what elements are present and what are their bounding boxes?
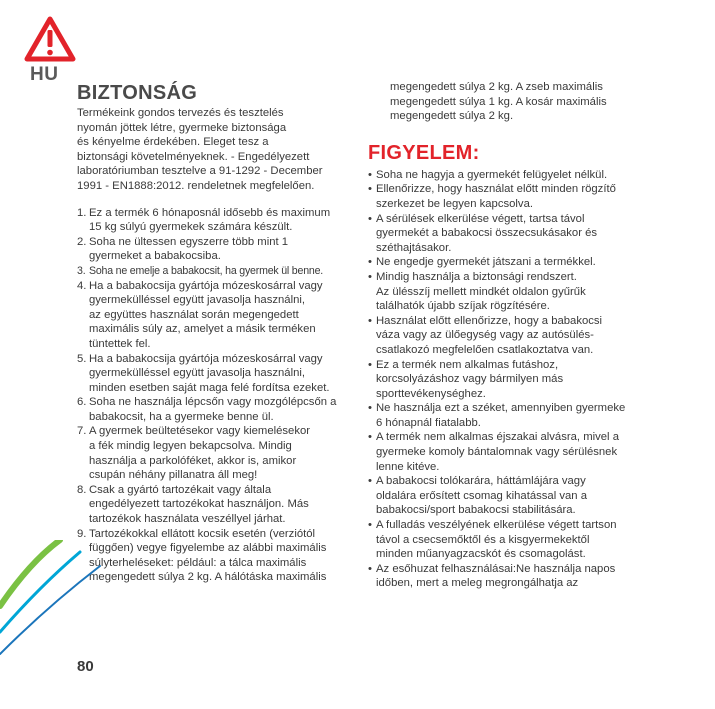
item-number: 5.	[77, 352, 87, 365]
list-item	[77, 279, 347, 352]
list-item	[77, 395, 347, 424]
item-line: minden esetben saját maga felé fordítsa ezeket.	[89, 381, 330, 394]
intro-line: Termékeink gondos tervezés és tesztelés	[77, 107, 284, 119]
item-line: 6 hónapnál fiatalabb.	[376, 416, 481, 429]
item-line: engedélyezett tartozékokat használjon. Más	[89, 498, 309, 511]
item-line: időben, mert a meleg megrongálhatja az	[376, 577, 579, 590]
safety-title: BIZTONSÁG	[77, 82, 198, 104]
bullet: •	[368, 314, 372, 327]
item-line: tartozékok használata veszéllyel járhat.	[89, 513, 286, 526]
list-item	[368, 314, 640, 358]
bullet: •	[368, 256, 372, 269]
item-line: A gyermek beültetésekor vagy kiemelésekor	[89, 425, 311, 438]
item-line: A babakocsi tolókarára, háttámlájára vagy	[376, 475, 586, 488]
bullet: •	[368, 475, 372, 488]
intro-line: biztonsági követelményeknek. - Engedélyezett	[77, 150, 310, 163]
item-line: Ha a babakocsija gyártója mózeskosárral vagy	[89, 279, 323, 292]
item-line: Használat előtt ellenőrizze, hogy a babakocsi	[376, 314, 603, 327]
list-item	[368, 168, 640, 183]
intro-line: 1991 - EN1888:2012. rendeletnek megfelelően.	[77, 179, 315, 192]
bullet: •	[368, 183, 372, 196]
list-item	[77, 352, 347, 396]
warning-title: FIGYELEM:	[368, 141, 480, 164]
item-line: gyermekét a babakocsi összecsukásakor és	[376, 227, 598, 240]
item-line: Ez a termék nem alkalmas futáshoz,	[376, 358, 559, 371]
item-line: minden műanyagzacskót és csomagolást.	[376, 548, 586, 561]
item-line: oldalára erősített csomag kihatással van a	[376, 489, 587, 502]
item-line: az együttes használat során megengedett	[89, 308, 299, 321]
item-line: gyermeket a babakocsiba.	[89, 250, 221, 263]
item-line: lenne kitéve.	[376, 460, 440, 473]
safety-column	[77, 82, 347, 585]
item-line: 15 kg súlyú gyermekek számára készült.	[89, 221, 293, 234]
list-item	[77, 264, 347, 279]
item-number: 7.	[77, 425, 87, 438]
warning-triangle-icon	[24, 16, 76, 62]
warning-column	[368, 80, 640, 591]
bullet: •	[368, 212, 372, 225]
item-number: 4.	[77, 279, 87, 292]
item-line: Mindig használja a biztonsági rendszert.	[376, 270, 577, 283]
list-item	[77, 483, 347, 527]
item-number: 1.	[77, 206, 87, 219]
item-line: gyermekülléssel együtt javasolja használni,	[89, 294, 306, 307]
item-line: babakocsit, ha a gyermeke benne ül.	[89, 410, 274, 423]
item-line: A termék nem alkalmas éjszakai alvásra, mivel a	[376, 431, 619, 444]
item-line: a fék mindig legyen bekapcsolva. Mindig	[89, 440, 292, 453]
item-line: szerkezet be legyen kapcsolva.	[376, 197, 533, 210]
list-item	[368, 401, 640, 430]
item-line: találhatók újabb szíjak rögzítésére.	[376, 300, 550, 313]
bullet: •	[368, 519, 372, 532]
item-line: Az esőhuzat felhasználásai:Ne használja napos	[376, 562, 616, 575]
item-line: babakocsi/sport babakocsi stabilitására.	[376, 504, 576, 517]
item-line: tüntettek fel.	[89, 337, 151, 350]
item-line: csatlakozó megfelelően csatlakoztatva van.	[376, 343, 594, 356]
list-item	[77, 424, 347, 482]
item-line: Ne engedje gyermekét játszani a termékkel.	[376, 256, 596, 269]
list-item	[368, 255, 640, 270]
list-item	[368, 474, 640, 518]
item-line: Ha a babakocsija gyártója mózeskosárral vagy	[89, 352, 323, 365]
item-line: Soha ne használja lépcsőn vagy mozgólépcsőn a	[89, 396, 337, 409]
item-line: megengedett súlya 2 kg. A hálótáska maximális	[89, 571, 327, 584]
item-line: A fulladás veszélyének elkerülése végett tartson	[376, 519, 617, 532]
warning-list	[368, 168, 640, 591]
item-line: korcsolyázáshoz vagy bármilyen más	[376, 373, 564, 386]
bullet: •	[368, 402, 372, 415]
item-line: Az ülésszíj mellett mindkét oldalon gyűrűk	[376, 285, 586, 298]
page-number: 80	[77, 658, 94, 675]
item-line: gyermeke komoly bántalomnak vagy sérülésnek	[376, 446, 618, 459]
item-line: Tartozékokkal ellátott kocsik esetén (verziótól	[89, 527, 316, 540]
item-line: váza vagy az ülőegység vagy az autósülés-	[376, 329, 594, 342]
bullet: •	[368, 168, 372, 181]
list-item	[368, 212, 640, 256]
continuation-line: megengedett súlya 2 kg. A zseb maximális	[390, 81, 603, 93]
item-line: A sérülések elkerülése végett, tartsa távol	[376, 212, 585, 225]
item-number: 3.	[77, 264, 86, 277]
item-number: 9.	[77, 527, 87, 540]
item-line: sporttevékenységhez.	[376, 387, 486, 400]
item-line: Ne használja ezt a széket, amennyiben gyermeke	[376, 402, 626, 415]
item-line: Soha ne emelje a babakocsit, ha gyermek ül benne.	[89, 264, 324, 277]
bullet: •	[368, 562, 372, 575]
item-line: Ellenőrizze, hogy használat előtt minden rögzítő	[376, 183, 616, 196]
list-item	[77, 235, 347, 264]
intro-line: nyomán jöttek létre, gyermeke biztonsága	[77, 121, 287, 134]
item-number: 8.	[77, 483, 87, 496]
item-line: Soha ne ültessen egyszerre több mint 1	[89, 235, 289, 248]
item-line: távol a csecsemőktől és a kisgyermekektől	[376, 533, 590, 546]
swoosh-line-green	[0, 540, 60, 606]
item-line: súlyterheléseket: például: a tálca maximális	[89, 556, 307, 569]
list-item	[368, 430, 640, 474]
item-line: maximális súly az, amelyet a másik terméken	[89, 323, 316, 336]
item-line: függően) vegye figyelembe az alábbi maximális	[89, 542, 327, 555]
decorative-swoosh	[0, 540, 715, 709]
list-item	[368, 182, 640, 211]
item-line: Ez a termék 6 hónaposnál idősebb és maximum	[89, 206, 331, 219]
safety-intro	[77, 106, 347, 194]
item-line: csupán néhány pillanatra áll meg!	[89, 469, 258, 482]
list-item	[77, 206, 347, 235]
list-item	[368, 358, 640, 402]
intro-line: és kényelme érdekében. Eleget tesz a	[77, 136, 269, 149]
bullet: •	[368, 358, 372, 371]
bullet: •	[368, 270, 372, 283]
item-line: Csak a gyártó tartozékait vagy általa	[89, 483, 272, 496]
item-line: használja a parkolóféket, akkor is, amikor	[89, 454, 297, 467]
continuation-line: megengedett súlya 2 kg.	[390, 110, 514, 123]
item-9-continuation	[368, 80, 640, 124]
safety-list	[77, 206, 347, 585]
item-number: 6.	[77, 396, 87, 409]
bullet: •	[368, 431, 372, 444]
continuation-line: megengedett súlya 1 kg. A kosár maximális	[390, 95, 607, 108]
item-line: gyermekülléssel együtt javasolja használni,	[89, 367, 306, 380]
item-line: széthajtásakor.	[376, 241, 452, 254]
intro-line: laboratóriumban tesztelve a 91-1292 - December	[77, 165, 323, 178]
item-number: 2.	[77, 235, 87, 248]
item-line: Soha ne hagyja a gyermekét felügyelet nélkül.	[376, 168, 608, 181]
list-item	[368, 270, 640, 314]
language-code: HU	[30, 64, 59, 85]
